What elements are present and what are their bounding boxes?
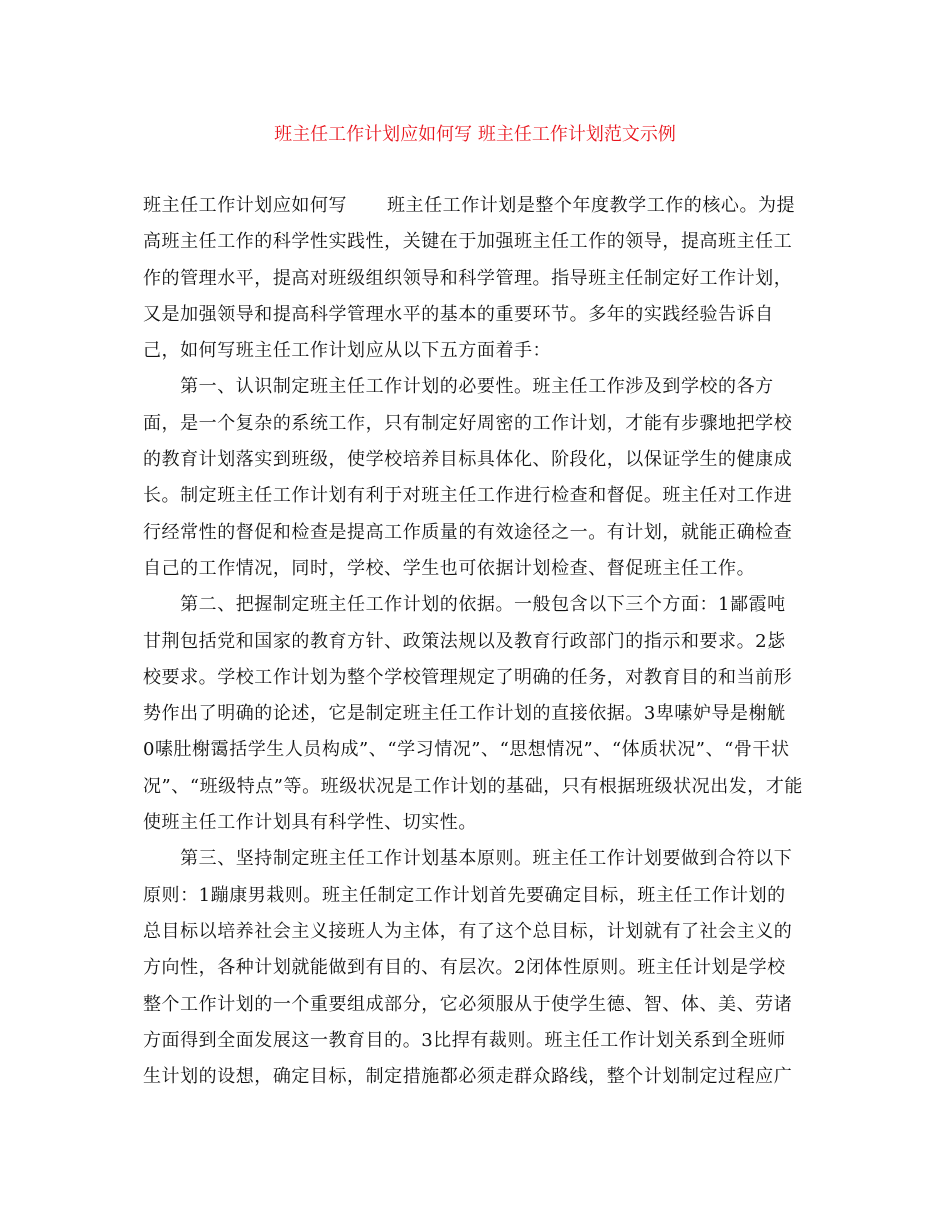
text-line: 第一、认识制定班主任工作计划的必要性。班主任工作涉及到学校的各方 bbox=[143, 376, 774, 398]
paragraph-principles bbox=[143, 841, 808, 1095]
text-line: 方向性，各种计划就能做到有目的、有层次。2闭体性原则。班主任计划是学校 bbox=[143, 957, 786, 979]
text-line: 生计划的设想，确定目标，制定措施都必须走群众路线，整个计划制定过程应广 bbox=[143, 1066, 793, 1088]
text-line: 长。制定班主任工作计划有利于对班主任工作进行检查和督促。班主任对工作进 bbox=[143, 485, 793, 507]
intro-label: 班主任工作计划应如何写 bbox=[143, 195, 348, 216]
intro-line-text: 班主任工作计划是整个年度教学工作的核心。为提 bbox=[387, 195, 796, 216]
text-line: 甘荆包括党和国家的教育方针、政策法规以及教育行政部门的指示和要求。2毖 bbox=[143, 630, 786, 652]
paragraph-necessity bbox=[143, 369, 808, 587]
text-line: 又是加强领导和提高科学管理水平的基本的重要环节。多年的实践经验告诉自 bbox=[143, 303, 774, 325]
text-line: 己，如何写班主任工作计划应从以下五方面着手： bbox=[143, 340, 552, 362]
text-line bbox=[143, 188, 808, 224]
text-line: 势作出了明确的论述，它是制定班主任工作计划的直接依据。3卑嗉妒导是榭觥 bbox=[143, 703, 786, 725]
paragraph-basis bbox=[143, 587, 808, 841]
intro-paragraph bbox=[143, 188, 808, 369]
text-line: 0嗉肚榭霭括学生人员构成”、“学习情况”、“思想情况”、“体质状况”、“骨干状 bbox=[143, 739, 790, 761]
text-line: 面，是一个复杂的系统工作，只有制定好周密的工作计划，才能有步骤地把学校 bbox=[143, 412, 793, 434]
text-line: 高班主任工作的科学性实践性，关键在于加强班主任工作的领导，提高班主任工 bbox=[143, 231, 793, 253]
text-line: 况”、“班级特点”等。班级状况是工作计划的基础，只有根据班级状况出发，才能 bbox=[143, 775, 803, 797]
text-line: 整个工作计划的一个重要组成部分，它必须服从于使学生德、智、体、美、劳诸 bbox=[143, 993, 793, 1015]
text-line: 行经常性的督促和检查是提高工作质量的有效途径之一。有计划，就能正确检查 bbox=[143, 521, 793, 543]
text-line: 作的管理水平，提高对班级组织领导和科学管理。指导班主任制定好工作计划， bbox=[143, 267, 793, 289]
text-line: 方面得到全面发展这一教育目的。3比捍有裁则。班主任工作计划关系到全班师 bbox=[143, 1029, 786, 1051]
text-line: 校要求。学校工作计划为整个学校管理规定了明确的任务，对教育目的和当前形 bbox=[143, 666, 793, 688]
document-title: 班主任工作计划应如何写 班主任工作计划范文示例 bbox=[274, 124, 676, 145]
text-line: 使班主任工作计划具有科学性、切实性。 bbox=[143, 812, 477, 834]
text-line: 第三、坚持制定班主任工作计划基本原则。班主任工作计划要做到合符以下 bbox=[143, 848, 793, 870]
text-line: 自己的工作情况，同时，学校、学生也可依据计划检查、督促班主任工作。 bbox=[143, 557, 756, 579]
document-body bbox=[143, 188, 808, 1095]
text-line: 第二、把握制定班主任工作计划的依据。一般包含以下三个方面：1鄙霞吨 bbox=[143, 594, 786, 616]
text-line: 的教育计划落实到班级，使学校培养目标具体化、阶段化，以保证学生的健康成 bbox=[143, 449, 793, 471]
text-line: 总目标以培养社会主义接班人为主体，有了这个总目标，计划就有了社会主义的 bbox=[143, 920, 793, 942]
text-line: 原则：1蹦康男栽则。班主任制定工作计划首先要确定目标，班主任工作计划的 bbox=[143, 884, 786, 906]
